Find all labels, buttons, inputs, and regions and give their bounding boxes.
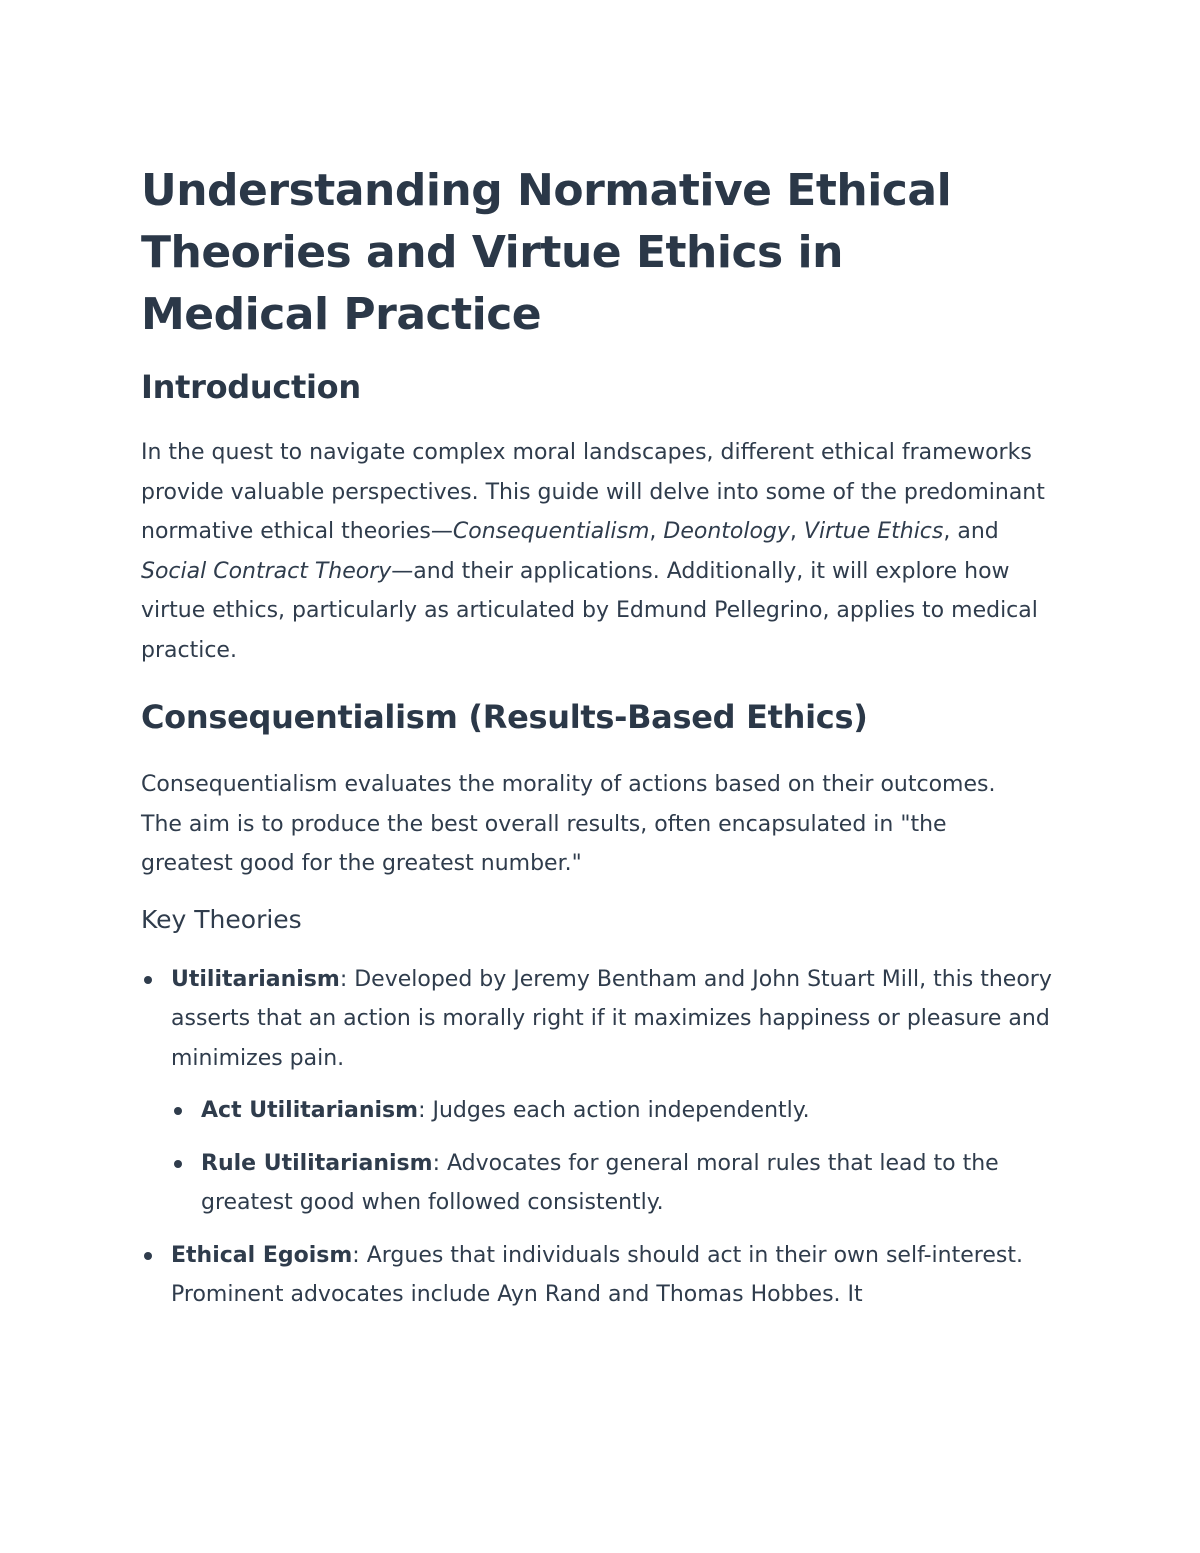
bullet-icon (174, 1160, 182, 1168)
introduction-heading: Introduction (141, 368, 361, 406)
document-title: Understanding Normative Ethical Theories and Virtue Ethics in Medical Practice (141, 165, 952, 340)
bullet-icon (144, 1252, 152, 1260)
introduction-paragraph (141, 433, 1056, 670)
key-theories-heading: Key Theories (141, 904, 302, 934)
desc-utilitarianism: : Developed by Jeremy Bentham and John Stuart Mill, this theory asserts that an action is morally right if it maximizes happiness or pleasure and minimizes pain. (171, 966, 1052, 1071)
intro-separator: , and (943, 519, 999, 544)
term-rule-utilitarianism: Rule Utilitarianism (201, 1150, 433, 1176)
intro-separator: , (789, 519, 804, 544)
list-item-utilitarianism (141, 960, 1061, 1223)
intro-theory-virtue-ethics: Virtue Ethics (803, 519, 944, 544)
term-ethical-egoism: Ethical Egoism (171, 1242, 353, 1268)
term-act-utilitarianism: Act Utilitarianism (201, 1098, 419, 1123)
list-item-rule-utilitarianism (171, 1144, 1061, 1223)
bullet-icon (144, 976, 152, 984)
consequentialism-heading: Consequentialism (Results-Based Ethics) (141, 698, 868, 736)
intro-text-before: In the quest to navigate complex moral landscapes, different ethical frameworks provide valuable perspectives. This guide will delve into some of the predominant normative ethical theories— (141, 440, 1045, 544)
consequentialism-paragraph: Consequentialism evaluates the morality of actions based on their outcomes. The aim is to produce the best overall results, often encapsulated in "the greatest good for the greatest number." (141, 772, 996, 876)
bullet-icon (174, 1107, 182, 1115)
key-theories-list (141, 960, 1061, 1315)
term-utilitarianism: Utilitarianism (171, 966, 340, 992)
document-page (141, 160, 1061, 1315)
utilitarianism-sublist (171, 1091, 1061, 1223)
list-item-act-utilitarianism (171, 1091, 1061, 1131)
list-item-ethical-egoism (141, 1236, 1061, 1315)
intro-text-after: —and their applications. Additionally, it will explore how virtue ethics, particularly as articulated by Edmund Pellegrino, applies to medical practice. (141, 558, 1038, 663)
desc-act-utilitarianism: : Judges each action independently. (418, 1098, 810, 1123)
intro-theory-social-contract: Social Contract Theory (141, 558, 392, 584)
intro-theory-deontology: Deontology (663, 519, 790, 544)
intro-theory-consequentialism: Consequentialism (452, 519, 650, 544)
desc-rule-utilitarianism: : Advocates for general moral rules that lead to the greatest good when followed consistently. (201, 1150, 999, 1215)
intro-separator: , (649, 519, 664, 544)
desc-ethical-egoism: : Argues that individuals should act in their own self-interest. Prominent advocates include Ayn Rand and Thomas Hobbes. It (171, 1242, 1023, 1307)
